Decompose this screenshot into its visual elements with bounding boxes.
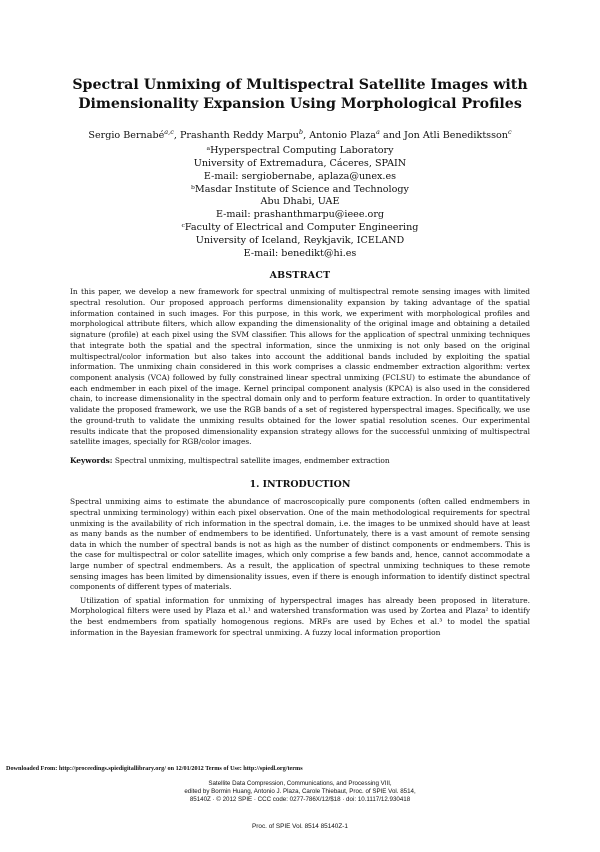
title-line-1: Spectral Unmixing of Multispectral Satellite Images with	[72, 77, 528, 93]
affiliation-marker: a,c	[164, 128, 174, 136]
paper-page	[0, 76, 600, 852]
affiliation-line: University of Extremadura, Cáceres, SPAIN	[193, 157, 407, 169]
author-list: Sergio Bernabé$^{a,c}$, Prashanth Reddy Marpu$^b$, Antonio Plaza$^a$ and Jon Atli Benediktsson$^c$	[88, 128, 512, 142]
affiliation-line: ᵃHyperspectral Computing Laboratory	[206, 145, 394, 157]
page-number: Proc. of SPIE Vol. 8514 85140Z-1	[252, 823, 348, 830]
section-heading-introduction: 1. INTRODUCTION	[249, 479, 351, 491]
affiliation-line: ᶜFaculty of Electrical and Computer Engineering	[181, 221, 419, 233]
paper-title	[70, 76, 530, 114]
affiliation-line: Abu Dhabi, UAE	[260, 196, 340, 208]
affiliation-marker: b	[298, 128, 304, 136]
keywords-label: Keywords:	[70, 455, 113, 465]
affiliation-marker: a	[376, 128, 380, 136]
affiliation-marker: c	[507, 128, 512, 136]
affiliation-line: E-mail: sergiobernabe, aplaza@unex.es	[203, 170, 397, 182]
affiliation-line: University of Iceland, Reykjavik, ICELAND	[195, 234, 405, 246]
intro-paragraph-2: Utilization of spatial information for unmixing of hyperspectral images has already been proposed in literature. Morphological filters were used by Plaza et al.¹ and watershed transformation was used by Zortea and Plaza² to identify the best endmembers from spatially homogenous regions. MRFs are used by Eches et al.³ to model the spatial information in the Bayesian framework for spectral unmixing. A fuzzy local information proportion	[70, 595, 530, 637]
footer-line: edited by Bormin Huang, Antonio J. Plaza, Carole Thiebaut, Proc. of SPIE Vol. 8514,	[184, 788, 416, 795]
intro-paragraph-1: Spectral unmixing aims to estimate the abundance of macroscopically pure components (often called endmembers in spectral unmixing terminology) within each pixel observation. One of the main methodological requirements for spectral unmixing is the availability of rich information in the spectral domain, i.e. the images to be unmixed should have at least as many bands as the number of endmembers to be identified. Unfortunately, there is a vast amount of remote sensing data in which the number of spectral bands is not as high as the number of distinct components or endmembers. This is the case for multispectral or color satellite images, which only comprise a few bands and, hence, cannot accommodate a large number of spectral endmembers. As a result, the application of spectral unmixing techniques to these remote sensing images has been limited by dimensionality issues, even if there is enough information to identify distinct spectral components of different types of materials.	[70, 497, 530, 592]
footer-line: 85140Z · © 2012 SPIE · CCC code: 0277-786X/12/$18 · doi: 10.1117/12.930418	[189, 796, 411, 803]
title-line-2: Dimensionality Expansion Using Morphological Profiles	[78, 96, 522, 112]
abstract-heading: ABSTRACT	[269, 270, 331, 282]
download-notice: Downloaded From: http://proceedings.spiedigitallibrary.org/ on 12/01/2012 Terms of Use: http://spiedl.org/terms	[6, 765, 303, 772]
publication-footer	[0, 780, 600, 804]
keywords	[70, 456, 530, 467]
affiliation-line: E-mail: prashanthmarpu@ieee.org	[215, 209, 385, 221]
keywords-text: Spectral unmixing, multispectral satellite images, endmember extraction	[114, 455, 390, 465]
affiliations	[70, 145, 530, 260]
affiliation-line: ᵇMasdar Institute of Science and Technology	[191, 183, 409, 195]
abstract-text: In this paper, we develop a new framework for spectral unmixing of multispectral remote sensing images with limited spectral resolution. Our proposed approach performs dimensionality expansion by taking advantage of the spatial information contained in such images. For this purpose, in this work, we experiment with morphological profiles and morphological attribute filters, which allow expanding the dimensionality of the original image and obtaining a detailed signature (profile) at each pixel using the SVM classifier. This allows for the application of spectral unmixing techniques that integrate both the spatial and the spectral information, since the unmixing is not only based on the original multispectral/color information but also takes into account the additional bands included by exploiting the spatial information. The unmixing chain considered in this work comprises a classic endmember extraction algorithm: vertex component analysis (VCA) followed by fully constrained linear spectral unmixing (FCLSU) to estimate the abundance of each endmember in each pixel of the image. Kernel principal component analysis (KPCA) is also used in the considered chain, to increase dimensionality in the spectral domain only and to perform feature extraction. In order to quantitatively validate the proposed framework, we use the RGB bands of a set of registered hyperspectral images. Specifically, we use the ground-truth to validate the unmixing results obtained for the lower spatial resolution scenes. Our experimental results indicate that the proposed dimensionality expansion strategy allows for the successful unmixing of multispectral satellite images, specially for RGB/color images.	[70, 287, 530, 447]
affiliation-line: E-mail: benedikt@hi.es	[243, 247, 357, 259]
footer-line: Satellite Data Compression, Communications, and Processing VIII,	[208, 780, 392, 787]
